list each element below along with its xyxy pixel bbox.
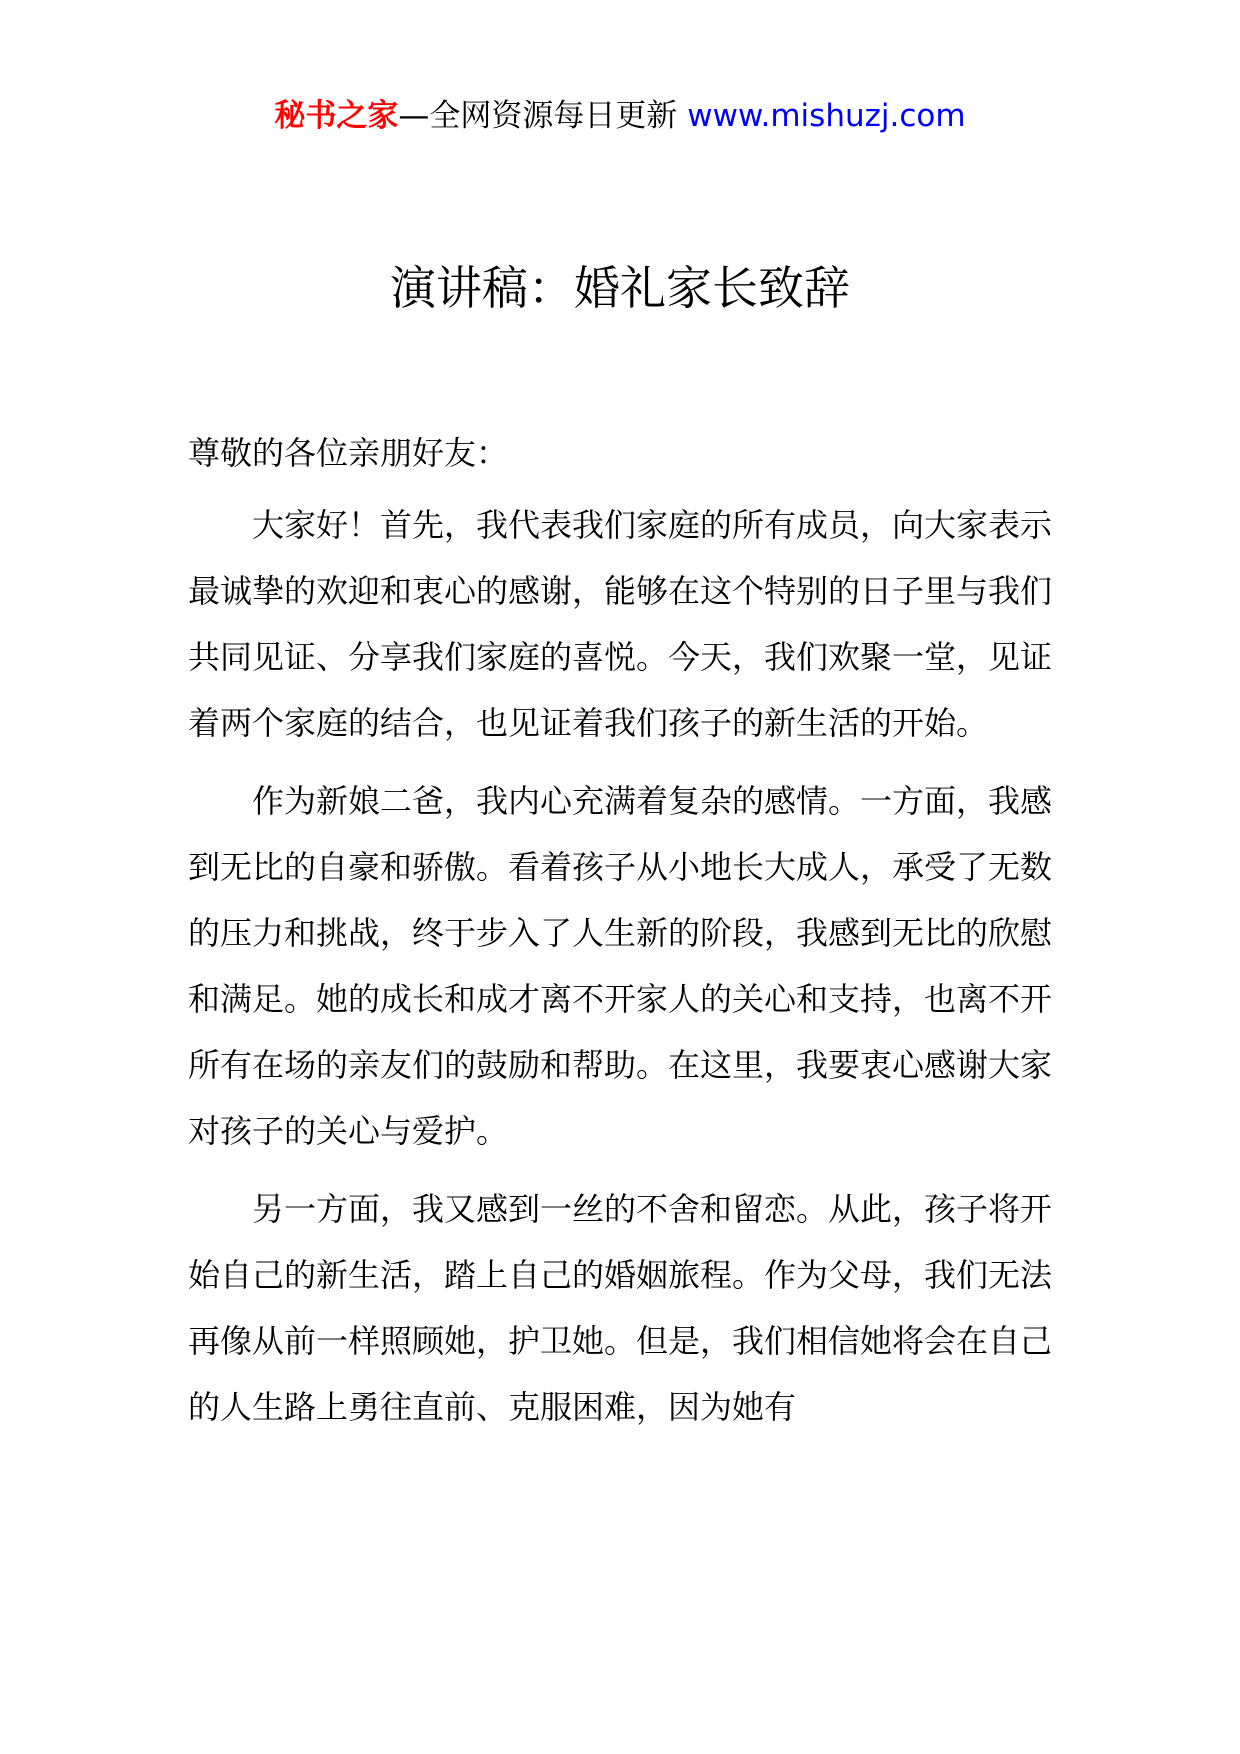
body-paragraph-1: 大家好！首先，我代表我们家庭的所有成员，向大家表示最诚挚的欢迎和衷心的感谢，能够在这个特别的日子里与我们共同见证、分享我们家庭的喜悦。今天，我们欢聚一堂，见证着两个家庭的结合，也见证着我们孩子的新生活的开始。 [188,506,1053,742]
salutation: 尊敬的各位亲朋好友： [188,434,509,472]
header-tagline: —全网资源每日更新 [398,98,678,134]
body-paragraph-3: 另一方面，我又感到一丝的不舍和留恋。从此，孩子将开始自己的新生活，踏上自己的婚姻旅程。作为父母，我们无法再像从前一样照顾她，护卫她。但是，我们相信她将会在自己的人生路上勇往直前、克服困难，因为她有 [188,1190,1053,1426]
brand-name: 秘书之家 [274,98,399,134]
document-title: 演讲稿：婚礼家长致辞 [390,261,850,315]
site-url-link[interactable]: www.mishuzj.com [687,98,966,134]
site-header [0,96,1240,136]
document-body [188,420,1052,1440]
body-paragraph-2: 作为新娘二爸，我内心充满着复杂的感情。一方面，我感到无比的自豪和骄傲。看着孩子从小地长大成人，承受了无数的压力和挑战，终于步入了人生新的阶段，我感到无比的欣慰和满足。她的成长和成才离不开家人的关心和支持，也离不开所有在场的亲友们的鼓励和帮助。在这里，我要衷心感谢大家对孩子的关心与爱护。 [188,782,1053,1150]
